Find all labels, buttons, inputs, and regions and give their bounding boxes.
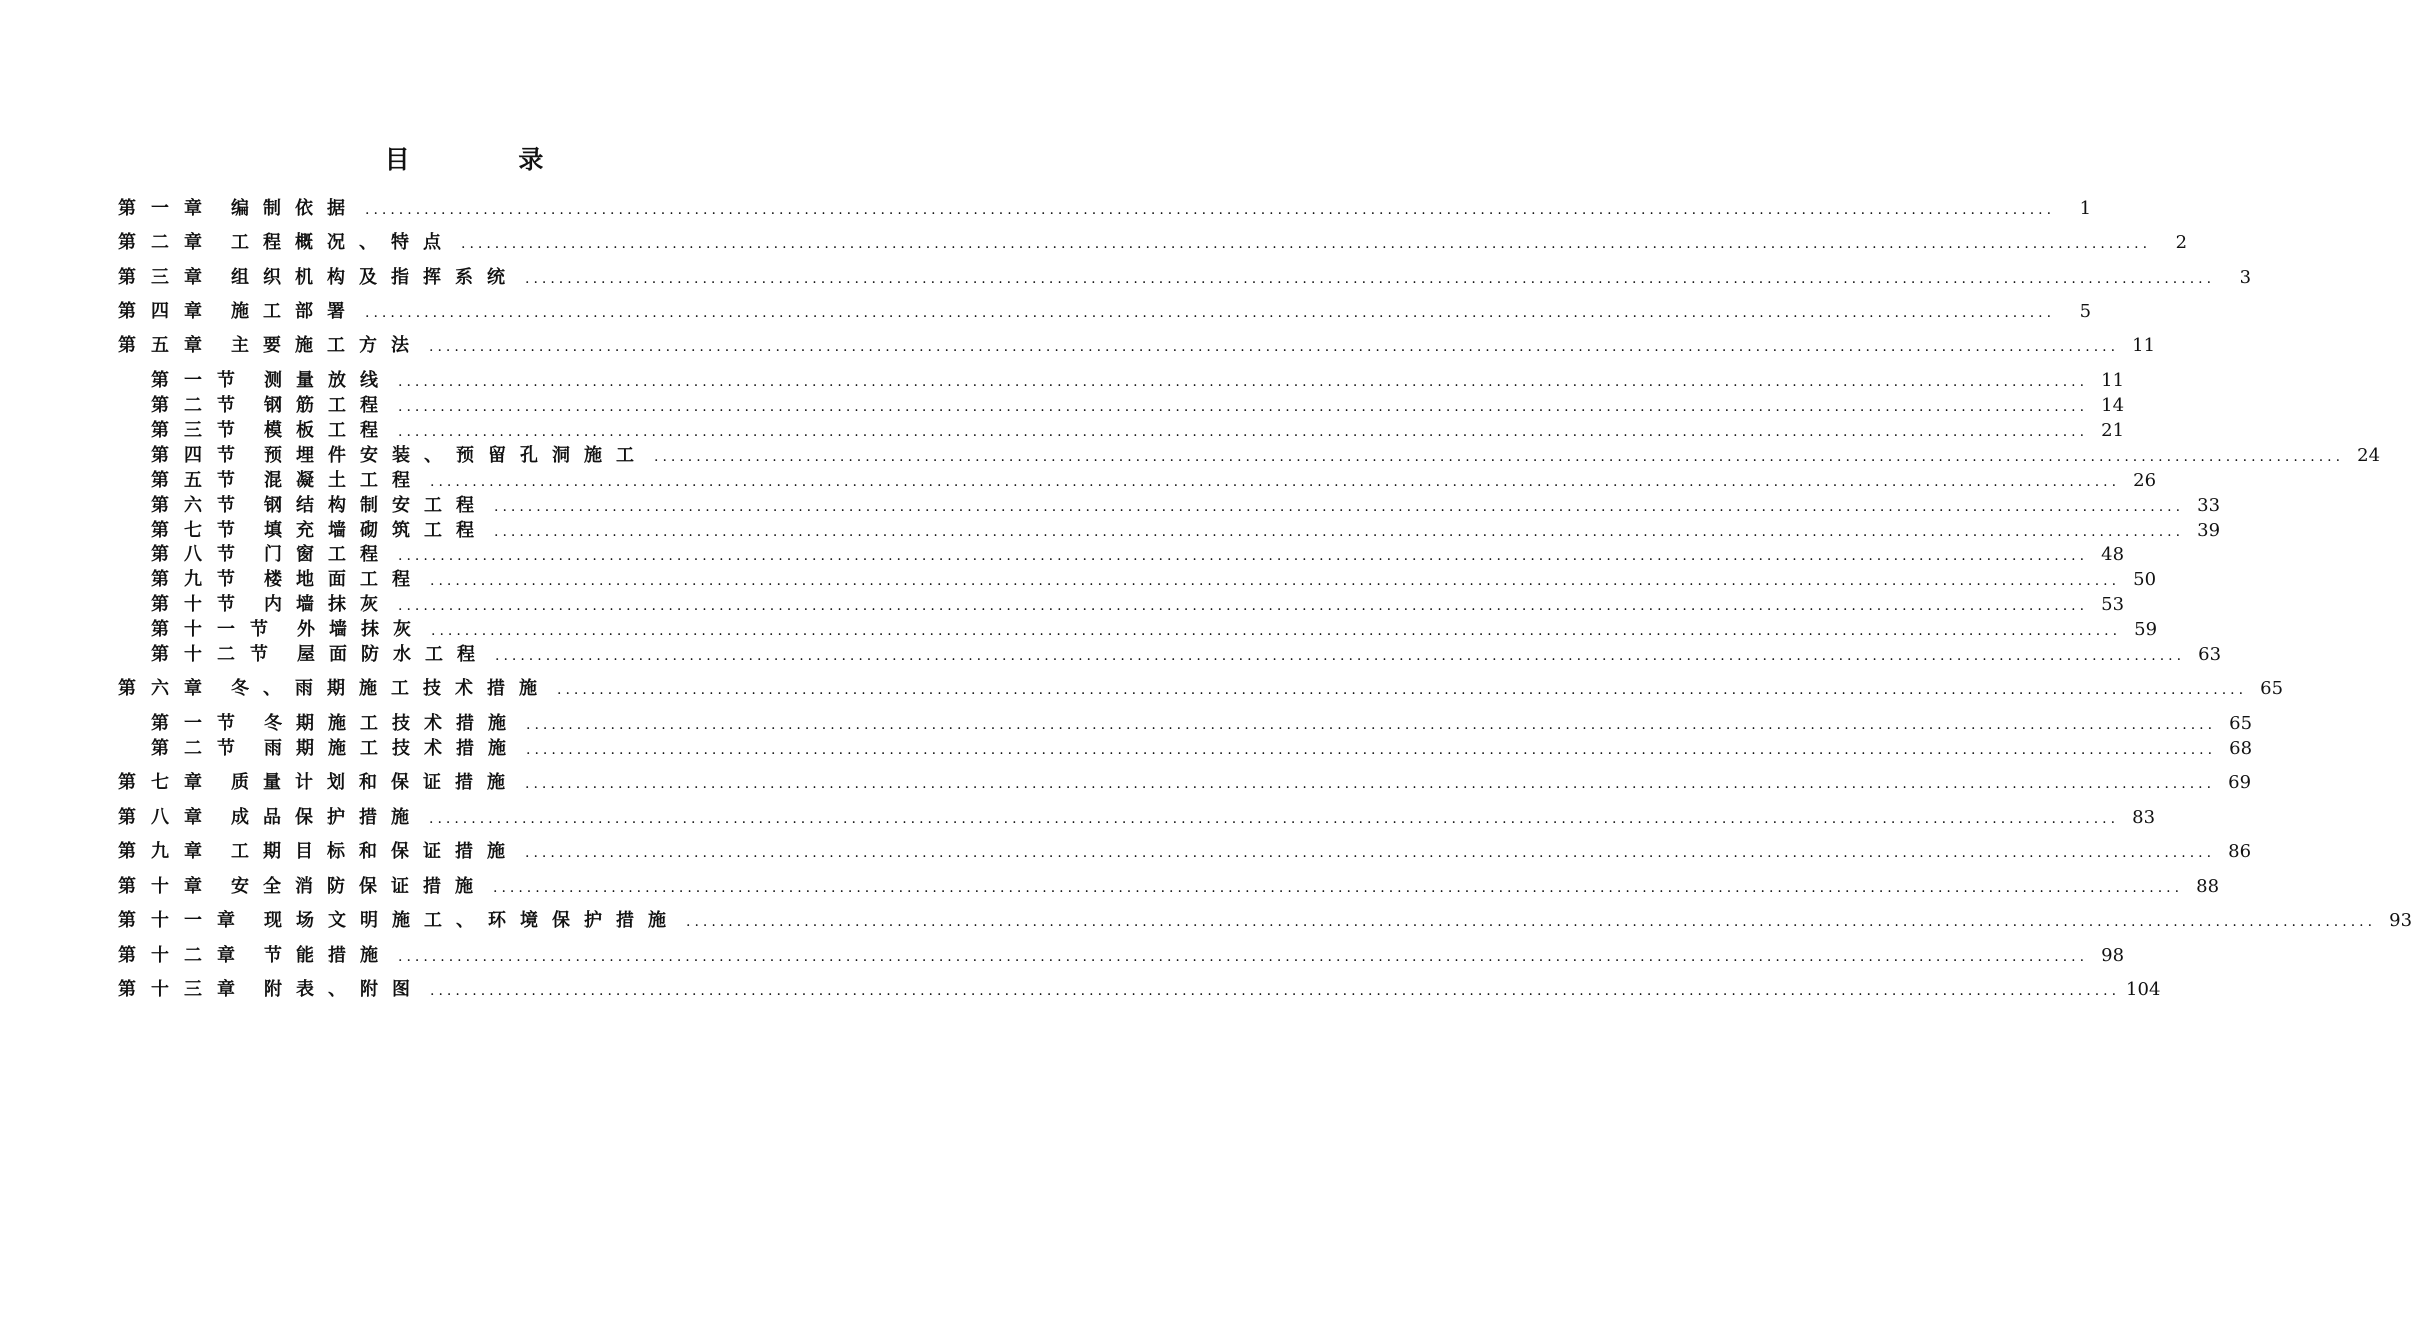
toc-section-row[interactable]	[151, 466, 2157, 492]
chapter-number: 第十三章	[118, 979, 250, 1000]
dot-leader: ........................................................................................................................................................................................................	[429, 811, 2120, 827]
chapter-title: 成品保护措施	[231, 807, 423, 828]
chapter-number: 第五章	[118, 335, 217, 356]
dot-leader: ........................................................................................................................................................................................................	[686, 914, 2377, 930]
page-number: 48	[2101, 544, 2125, 565]
section-number: 第十一节	[151, 619, 283, 640]
chapter-title: 施工部署	[231, 301, 359, 322]
section-title: 楼地面工程	[264, 569, 424, 590]
dot-leader: ........................................................................................................................................................................................................	[557, 682, 2248, 698]
page-number: 11	[2132, 335, 2156, 356]
dot-leader: ........................................................................................................................................................................................................	[430, 983, 2121, 999]
toc-chapter-row[interactable]	[118, 228, 2188, 254]
chapter-title: 组织机构及指挥系统	[231, 267, 519, 288]
chapter-number: 第十章	[118, 876, 217, 897]
toc-section-row[interactable]	[151, 391, 2125, 417]
dot-leader: ........................................................................................................................................................................................................	[525, 776, 2216, 792]
section-title: 钢结构制安工程	[264, 495, 488, 516]
dot-leader: ........................................................................................................................................................................................................	[429, 339, 2120, 355]
page-number: 33	[2197, 495, 2221, 516]
page-number: 5	[2079, 301, 2092, 322]
dot-leader: ........................................................................................................................................................................................................	[494, 524, 2185, 540]
chapter-title: 附表、附图	[264, 979, 424, 1000]
section-title: 钢筋工程	[264, 395, 392, 416]
dot-leader: ........................................................................................................................................................................................................	[654, 449, 2345, 465]
dot-leader: ........................................................................................................................................................................................................	[365, 202, 2056, 218]
toc-section-row[interactable]	[151, 640, 2222, 666]
chapter-number: 第七章	[118, 772, 217, 793]
page-number: 50	[2133, 569, 2157, 590]
chapter-number: 第六章	[118, 678, 217, 699]
dot-leader: ........................................................................................................................................................................................................	[398, 374, 2089, 390]
toc-section-row[interactable]	[151, 565, 2157, 591]
page-number: 24	[2357, 445, 2381, 466]
dot-leader: ........................................................................................................................................................................................................	[525, 845, 2216, 861]
page-number: 21	[2101, 420, 2125, 441]
page-number: 14	[2101, 395, 2125, 416]
section-title: 门窗工程	[264, 544, 392, 565]
chapter-title: 现场文明施工、环境保护措施	[264, 910, 680, 931]
page-number: 65	[2260, 678, 2284, 699]
toc-section-row[interactable]	[151, 416, 2125, 442]
dot-leader: ........................................................................................................................................................................................................	[495, 648, 2186, 664]
page-number: 65	[2229, 713, 2253, 734]
chapter-title: 节能措施	[264, 945, 392, 966]
dot-leader: ........................................................................................................................................................................................................	[398, 399, 2089, 415]
dot-leader: ........................................................................................................................................................................................................	[431, 623, 2122, 639]
toc-chapter-row[interactable]	[118, 263, 2252, 289]
dot-leader: ........................................................................................................................................................................................................	[398, 598, 2089, 614]
section-title: 屋面防水工程	[297, 644, 489, 665]
page-number: 39	[2197, 520, 2221, 541]
dot-leader: ........................................................................................................................................................................................................	[398, 949, 2089, 965]
toc-section-row[interactable]	[151, 366, 2125, 392]
chapter-number: 第八章	[118, 807, 217, 828]
page-number: 1	[2079, 198, 2092, 219]
dot-leader: ........................................................................................................................................................................................................	[398, 424, 2089, 440]
section-number: 第一节	[151, 713, 250, 734]
section-title: 冬期施工技术措施	[264, 713, 520, 734]
dot-leader: ........................................................................................................................................................................................................	[365, 305, 2056, 321]
section-number: 第一节	[151, 370, 250, 391]
section-number: 第十二节	[151, 644, 283, 665]
page-number: 26	[2133, 470, 2157, 491]
section-title: 混凝土工程	[264, 470, 424, 491]
chapter-title: 工程概况、特点	[231, 232, 455, 253]
dot-leader: ........................................................................................................................................................................................................	[494, 499, 2185, 515]
toc-chapter-row[interactable]	[118, 803, 2156, 829]
chapter-title: 冬、雨期施工技术措施	[231, 678, 551, 699]
chapter-title: 工期目标和保证措施	[231, 841, 519, 862]
page-title: 目 录	[384, 145, 594, 174]
toc-chapter-row[interactable]	[118, 674, 2284, 700]
page-number: 63	[2198, 644, 2222, 665]
toc-chapter-row[interactable]	[118, 837, 2252, 863]
toc-section-row[interactable]	[151, 709, 2253, 735]
section-number: 第五节	[151, 470, 250, 491]
section-title: 雨期施工技术措施	[264, 738, 520, 759]
section-number: 第七节	[151, 520, 250, 541]
section-title: 测量放线	[264, 370, 392, 391]
section-number: 第二节	[151, 395, 250, 416]
chapter-number: 第三章	[118, 267, 217, 288]
dot-leader: ........................................................................................................................................................................................................	[430, 573, 2121, 589]
section-number: 第八节	[151, 544, 250, 565]
section-title: 内墙抹灰	[264, 594, 392, 615]
dot-leader: ........................................................................................................................................................................................................	[461, 236, 2152, 252]
toc-chapter-row[interactable]	[118, 297, 2092, 323]
chapter-title: 安全消防保证措施	[231, 876, 487, 897]
section-number: 第六节	[151, 495, 250, 516]
section-title: 填充墙砌筑工程	[264, 520, 488, 541]
toc-chapter-row[interactable]	[118, 941, 2125, 967]
chapter-number: 第一章	[118, 198, 217, 219]
toc-section-row[interactable]	[151, 491, 2221, 517]
dot-leader: ........................................................................................................................................................................................................	[525, 271, 2216, 287]
toc-chapter-row[interactable]	[118, 331, 2156, 357]
section-number: 第二节	[151, 738, 250, 759]
chapter-title: 编制依据	[231, 198, 359, 219]
page-number: 68	[2229, 738, 2253, 759]
page-number: 86	[2228, 841, 2252, 862]
chapter-number: 第九章	[118, 841, 217, 862]
section-number: 第四节	[151, 445, 250, 466]
chapter-number: 第十二章	[118, 945, 250, 966]
toc-section-row[interactable]	[151, 540, 2125, 566]
section-title: 外墙抹灰	[297, 619, 425, 640]
page-number: 83	[2132, 807, 2156, 828]
page-number: 53	[2101, 594, 2125, 615]
section-number: 第十节	[151, 594, 250, 615]
section-title: 模板工程	[264, 420, 392, 441]
page-number: 2	[2175, 232, 2188, 253]
section-number: 第九节	[151, 569, 250, 590]
toc-section-row[interactable]	[151, 734, 2253, 760]
page-number: 69	[2228, 772, 2252, 793]
toc-section-row[interactable]	[151, 516, 2221, 542]
toc-chapter-row[interactable]	[118, 194, 2092, 220]
page-number: 98	[2101, 945, 2125, 966]
section-number: 第三节	[151, 420, 250, 441]
dot-leader: ........................................................................................................................................................................................................	[493, 880, 2184, 896]
page-number: 11	[2101, 370, 2125, 391]
toc-section-row[interactable]	[151, 441, 2381, 467]
toc-section-row[interactable]	[151, 615, 2158, 641]
section-title: 预埋件安装、预留孔洞施工	[264, 445, 648, 466]
page-number: 3	[2239, 267, 2252, 288]
toc-section-row[interactable]	[151, 590, 2125, 616]
chapter-title: 主要施工方法	[231, 335, 423, 356]
toc-chapter-row[interactable]	[118, 872, 2220, 898]
toc-chapter-row[interactable]	[118, 906, 2412, 932]
chapter-number: 第二章	[118, 232, 217, 253]
dot-leader: ........................................................................................................................................................................................................	[526, 717, 2217, 733]
page-number: 104	[2126, 979, 2161, 1000]
page-number: 93	[2389, 910, 2412, 931]
chapter-number: 第四章	[118, 301, 217, 322]
chapter-number: 第十一章	[118, 910, 250, 931]
dot-leader: ........................................................................................................................................................................................................	[526, 742, 2217, 758]
page-number: 59	[2134, 619, 2158, 640]
toc-chapter-row[interactable]	[118, 768, 2252, 794]
dot-leader: ........................................................................................................................................................................................................	[430, 474, 2121, 490]
chapter-title: 质量计划和保证措施	[231, 772, 519, 793]
dot-leader: ........................................................................................................................................................................................................	[398, 548, 2089, 564]
toc-chapter-row[interactable]	[118, 975, 2161, 1001]
page-number: 88	[2196, 876, 2220, 897]
